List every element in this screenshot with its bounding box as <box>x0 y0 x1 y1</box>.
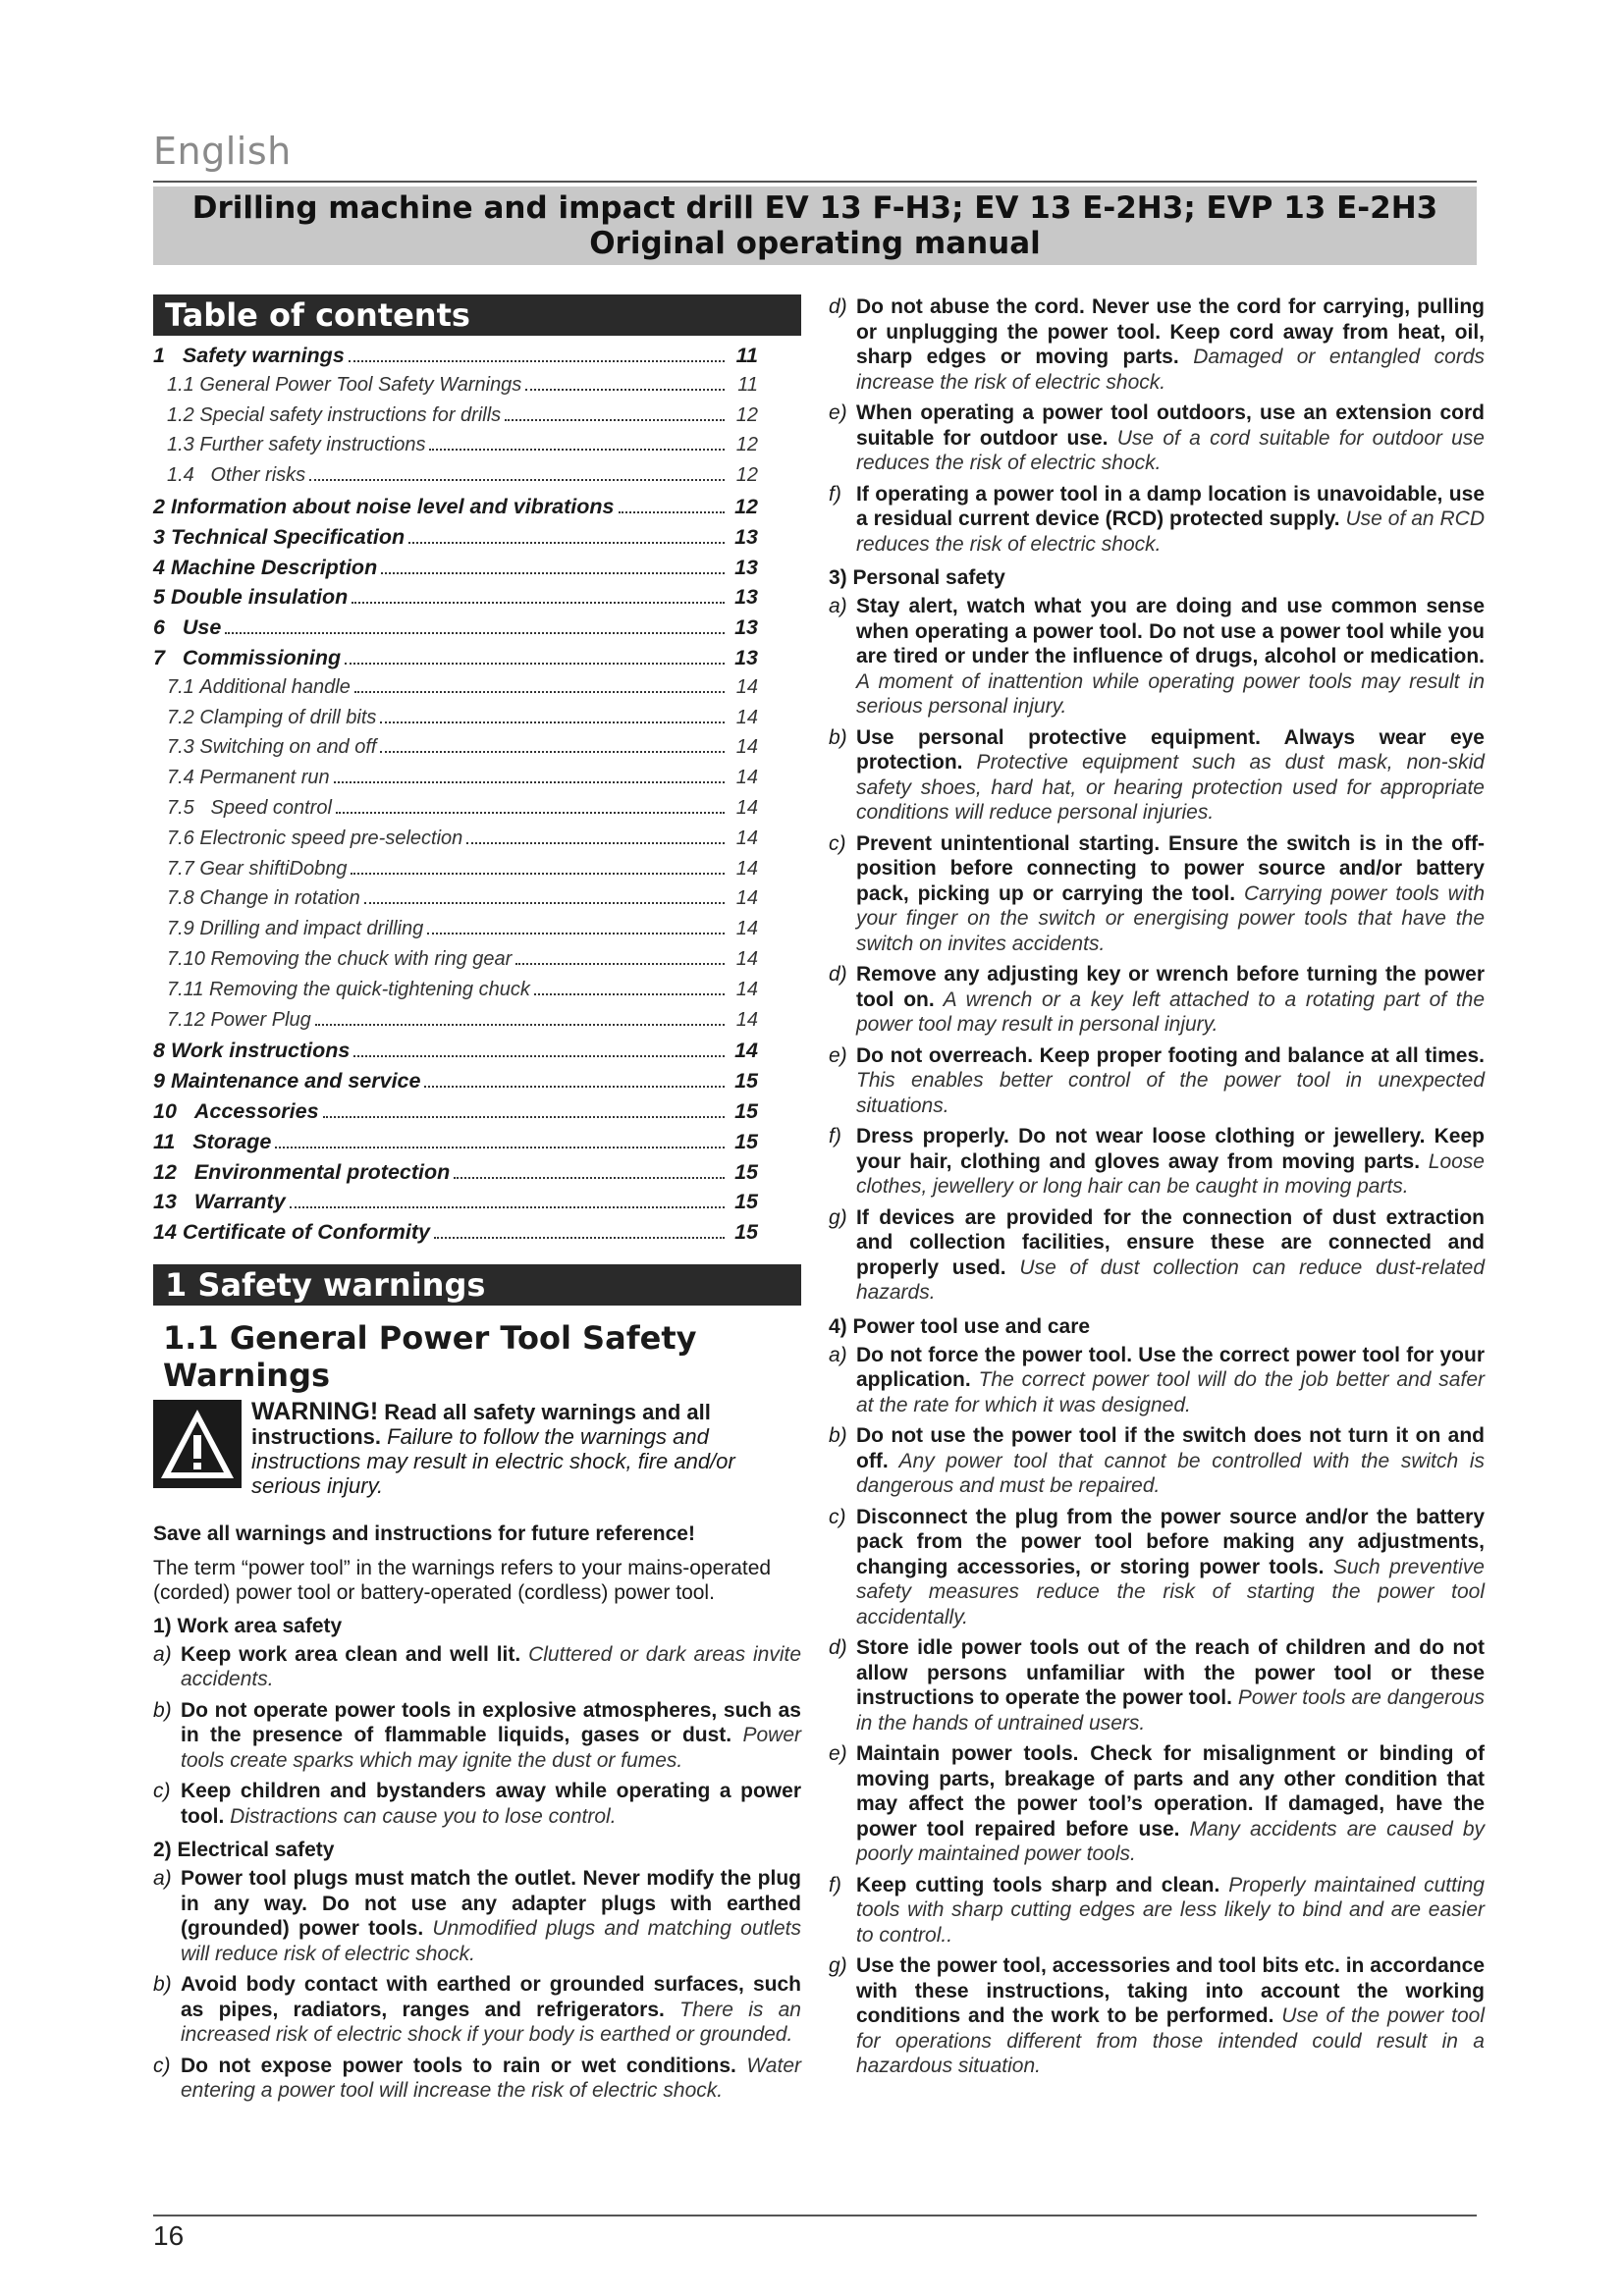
instruction-text <box>181 1866 801 1966</box>
toc-entry-number: 7.9 <box>167 918 200 940</box>
toc-entry-number: 1.1 <box>167 373 200 396</box>
toc-entry-title: Switching on and off <box>199 736 377 759</box>
instruction-item <box>829 594 1485 720</box>
toc-entry-title: Change in rotation <box>199 887 360 910</box>
instruction-explanation: Carrying power tools with your finger on the switch or energising power tools that have the switch on invites accidents. <box>856 881 1486 955</box>
toc-entry <box>153 1190 801 1220</box>
toc-entry-page: 15 <box>734 1069 758 1094</box>
toc-leader-dots <box>380 750 725 753</box>
toc-leader-dots <box>427 932 725 934</box>
toc-leader-dots <box>352 601 725 604</box>
instruction-text <box>856 1343 1485 1418</box>
toc-entry-page: 14 <box>735 947 758 970</box>
toc-entry-title: Removing the chuck with ring gear <box>210 947 513 970</box>
toc-entry-number: 10 <box>153 1098 194 1123</box>
toc-leader-dots <box>454 1176 725 1179</box>
toc-entry-number: 7.11 <box>167 978 209 1000</box>
title-band <box>153 187 1477 265</box>
toc-entry-title: Accessories <box>193 1098 319 1123</box>
toc-leader-dots <box>353 1054 725 1057</box>
instruction-letter: e) <box>829 401 847 424</box>
toc-entry-number: 3 <box>153 524 171 549</box>
toc-entry <box>153 918 801 948</box>
instruction-letter: c) <box>153 2054 171 2077</box>
toc-entry-page: 12 <box>735 403 758 426</box>
instruction-item <box>153 1698 801 1774</box>
toc-entry-page: 13 <box>734 555 758 579</box>
bottom-rule <box>153 2215 1477 2216</box>
top-rule <box>153 181 1477 183</box>
toc-entry <box>153 374 801 404</box>
instruction-explanation: Use of dust collection can reduce dust-related hazards. <box>856 1255 1486 1304</box>
toc-entry-title: Certificate of Conformity <box>182 1220 430 1245</box>
toc-entry-page: 15 <box>734 1098 758 1123</box>
toc-entry-number: 9 <box>153 1069 171 1094</box>
toc-entry <box>153 646 801 676</box>
toc-leader-dots <box>349 359 725 362</box>
instruction-letter: a) <box>829 1343 847 1366</box>
instruction-item <box>829 1423 1485 1499</box>
instruction-letter: d) <box>829 1636 847 1659</box>
toc-entry-title: Maintenance and service <box>170 1069 421 1094</box>
toc-leader-dots <box>336 811 725 814</box>
toc-entry-title: Technical Specification <box>170 524 406 549</box>
toc-leader-dots <box>466 841 725 844</box>
instruction-text <box>856 1505 1485 1630</box>
toc-entry-page: 13 <box>734 645 758 669</box>
toc-entry-number: 7.3 <box>167 736 200 759</box>
instruction-explanation: Cluttered or dark areas invite accidents. <box>181 1642 801 1691</box>
instruction-letter: g) <box>829 1205 847 1229</box>
instruction-text <box>856 831 1485 957</box>
toc-entry <box>153 676 801 707</box>
instruction-item <box>153 1866 801 1966</box>
toc-entry-number: 13 <box>153 1190 194 1214</box>
warning-label: WARNING! <box>251 1397 379 1425</box>
instruction-bold: Dress properly. Do not wear loose clothing or jewellery. Keep your hair, clothing and gloves away from moving parts. <box>856 1125 1485 1173</box>
toc-entry-number: 4 <box>153 555 171 579</box>
instruction-letter: e) <box>829 1742 847 1765</box>
toc-entry-page: 12 <box>734 494 758 518</box>
toc-entry <box>153 556 801 586</box>
toc-leader-dots <box>323 1115 725 1118</box>
instruction-bold: Avoid body contact with earthed or grounded surfaces, such as pipes, radiators, ranges and refrigerators. <box>181 1973 801 2021</box>
instruction-text <box>856 1953 1485 2079</box>
toc-entry-page: 13 <box>734 585 758 610</box>
instruction-explanation: Use of a cord suitable for outdoor use reduces the risk of electric shock. <box>856 426 1485 474</box>
warning-triangle-icon <box>153 1400 242 1488</box>
toc-entry <box>153 1099 801 1130</box>
toc-entry-number: 8 <box>153 1039 171 1063</box>
toc-leader-dots <box>309 478 725 481</box>
instruction-letter: a) <box>153 1642 172 1666</box>
toc-entry-number: 12 <box>153 1159 194 1184</box>
toc-entry-number: 1.2 <box>167 403 200 426</box>
instruction-text <box>856 962 1485 1038</box>
toc-entry <box>153 344 801 374</box>
instruction-letter: c) <box>829 831 846 855</box>
toc-leader-dots <box>290 1205 725 1208</box>
instruction-explanation: Unmodified plugs and matching outlets will reduce risk of electric shock. <box>181 1917 802 1965</box>
toc-entry-number: 7.7 <box>167 857 200 880</box>
toc-heading: Table of contents <box>153 294 801 336</box>
toc-entry <box>153 1220 801 1251</box>
toc-entry <box>153 1009 801 1040</box>
instruction-letter: f) <box>829 1873 841 1896</box>
term-paragraph: The term “power tool” in the warnings refers to your mains-operated (corded) power tool or battery-operated (cordless) power tool. <box>153 1556 772 1604</box>
toc-leader-dots <box>619 510 725 513</box>
instruction-bold: Prevent unintentional starting. Ensure the switch is in the off-position before connecting to power source and/or battery pack, picking up or carrying the tool. <box>856 831 1485 905</box>
toc-entry-number: 1 <box>153 344 183 367</box>
instruction-explanation: A wrench or a key left attached to a rotating part of the power tool may result in personal injury. <box>856 988 1485 1036</box>
toc-entry <box>153 707 801 737</box>
toc-entry <box>153 948 801 979</box>
tool-use-heading: 4) Power tool use and care <box>829 1314 1091 1338</box>
instruction-text <box>856 1423 1485 1499</box>
electrical-list <box>153 1866 801 2104</box>
instruction-letter: a) <box>153 1867 172 1891</box>
instruction-letter: b) <box>829 725 847 749</box>
instruction-explanation: There is an increased risk of electric shock if your body is earthed or grounded. <box>181 1998 801 2047</box>
toc-entry-page: 15 <box>734 1190 758 1214</box>
toc-entry-number: 7.1 <box>167 675 200 698</box>
toc-leader-dots <box>364 901 725 904</box>
instruction-item <box>829 1953 1485 2079</box>
instruction-letter: b) <box>153 1973 172 1997</box>
toc-entry <box>153 434 801 464</box>
toc-entry <box>153 404 801 435</box>
toc-leader-dots <box>408 541 725 544</box>
instruction-item <box>829 962 1485 1038</box>
toc-entry-page: 14 <box>735 675 758 698</box>
instruction-text <box>181 1972 801 2048</box>
toc-entry-number: 7.8 <box>167 887 200 910</box>
toc-entry-title: Machine Description <box>170 555 378 579</box>
personal-safety-list <box>829 594 1485 1306</box>
toc-entry-page: 13 <box>734 615 758 640</box>
toc-leader-dots <box>515 962 725 965</box>
toc-entry-number: 7 <box>153 645 183 669</box>
general-warnings-heading: 1.1 General Power Tool Safety Warnings <box>163 1318 697 1394</box>
toc-entry-page: 15 <box>734 1220 758 1245</box>
toc-entry-title: Environmental protection <box>193 1159 451 1184</box>
instruction-text <box>856 1124 1485 1200</box>
instruction-item <box>829 1205 1485 1306</box>
instruction-item <box>829 1043 1485 1119</box>
instruction-explanation: Power tools are dangerous in the hands of untrained users. <box>856 1686 1486 1735</box>
toc-leader-dots <box>351 872 725 875</box>
instruction-bold: Do not use the power tool if the switch does not turn it on and off. <box>856 1424 1485 1472</box>
toc-entry-title: Warranty <box>193 1190 286 1214</box>
toc-entry <box>153 615 801 646</box>
table-of-contents <box>153 344 801 1251</box>
instruction-text <box>856 594 1485 720</box>
personal-safety-heading: 3) Personal safety <box>829 566 1005 589</box>
toc-entry-number: 7.10 <box>167 947 211 970</box>
toc-entry <box>153 1069 801 1099</box>
instruction-letter: d) <box>829 295 847 318</box>
toc-entry-title: Additional handle <box>199 675 351 698</box>
language-label: English <box>153 130 292 173</box>
left-column <box>153 294 801 2109</box>
toc-entry-page: 14 <box>735 978 758 1000</box>
work-area-list <box>153 1642 801 1830</box>
instruction-item <box>829 1741 1485 1867</box>
toc-entry-title: General Power Tool Safety Warnings <box>199 373 522 396</box>
toc-entry <box>153 797 801 828</box>
instruction-bold: Keep work area clean and well lit. <box>181 1642 521 1666</box>
instruction-letter: b) <box>829 1424 847 1447</box>
instruction-bold: Keep cutting tools sharp and clean. <box>856 1873 1220 1896</box>
instruction-text <box>856 1741 1485 1867</box>
instruction-text <box>856 725 1485 826</box>
instruction-item <box>829 400 1485 476</box>
tool-use-list <box>829 1343 1485 2079</box>
toc-entry-title: Electronic speed pre-selection <box>199 827 463 849</box>
toc-entry-page: 14 <box>735 1008 758 1031</box>
toc-entry-title: Drilling and impact drilling <box>199 918 424 940</box>
instruction-text <box>856 1205 1485 1306</box>
right-column <box>829 294 1485 2085</box>
toc-entry <box>153 858 801 888</box>
instruction-bold: Do not operate power tools in explosive atmospheres, such as in the presence of flammable liquids, gases or dust. <box>181 1698 801 1747</box>
toc-leader-dots <box>534 992 725 995</box>
toc-entry-title: Other risks <box>210 464 306 487</box>
save-all-note: Save all warnings and instructions for future reference! <box>153 1522 695 1545</box>
toc-entry-number: 11 <box>153 1129 193 1153</box>
instruction-letter: g) <box>829 1954 847 1977</box>
instruction-explanation: Many accidents are caused by poorly maintained power tools. <box>856 1817 1486 1865</box>
instruction-text <box>181 1642 801 1692</box>
instruction-text <box>856 1635 1485 1735</box>
instruction-item <box>829 1505 1485 1630</box>
toc-leader-dots <box>505 418 725 421</box>
toc-leader-dots <box>381 571 725 574</box>
toc-entry <box>153 1039 801 1069</box>
toc-entry <box>153 887 801 918</box>
toc-entry-title: Further safety instructions <box>199 434 426 456</box>
instruction-letter: f) <box>829 482 841 506</box>
toc-entry-page: 15 <box>734 1129 758 1153</box>
toc-entry-number: 2 <box>153 494 171 518</box>
toc-leader-dots <box>424 1085 725 1088</box>
instruction-bold: Remove any adjusting key or wrench before turning the power tool on. <box>856 963 1485 1011</box>
toc-entry-title: Information about noise level and vibrations <box>170 494 615 518</box>
instruction-item <box>829 1343 1485 1418</box>
instruction-text <box>856 482 1485 558</box>
toc-entry-page: 12 <box>735 464 758 487</box>
toc-entry-page: 14 <box>735 736 758 759</box>
instruction-explanation: Damaged or entangled cords increase the risk of electric shock. <box>856 346 1485 394</box>
toc-entry-title: Commissioning <box>182 645 342 669</box>
toc-entry-title: Double insulation <box>170 585 349 610</box>
electrical-list-continued <box>829 294 1485 557</box>
instruction-item <box>153 2054 801 2104</box>
instruction-item <box>153 1972 801 2048</box>
instruction-explanation: Use of an RCD reduces the risk of electric shock. <box>856 507 1485 556</box>
warning-consequence: Failure to follow the warnings and instructions may result in electric shock, fire and/or serious injury. <box>251 1423 735 1498</box>
toc-entry <box>153 1130 801 1160</box>
instruction-letter: c) <box>153 1780 171 1803</box>
toc-entry-title: Permanent run <box>199 767 330 789</box>
toc-entry <box>153 1160 801 1191</box>
electrical-heading: 2) Electrical safety <box>153 1839 335 1862</box>
toc-entry-page: 11 <box>737 373 758 396</box>
toc-entry-title: Storage <box>192 1129 272 1153</box>
instruction-bold: Disconnect the plug from the power source and/or the battery pack from the power tool before making any adjustments, changing accessories, or storing power tools. <box>856 1505 1485 1578</box>
instruction-letter: c) <box>829 1505 846 1528</box>
toc-entry-title: Removing the quick-tightening chuck <box>209 978 530 1000</box>
toc-leader-dots <box>345 662 725 665</box>
toc-entry-number: 7.12 <box>167 1008 211 1031</box>
toc-leader-dots <box>225 631 725 634</box>
instruction-letter: a) <box>829 595 847 617</box>
instruction-explanation: Loose clothes, jewellery or long hair can be caught in moving parts. <box>856 1149 1485 1198</box>
toc-leader-dots <box>429 448 725 451</box>
instruction-bold: Do not expose power tools to rain or wet conditions. <box>181 2054 736 2077</box>
instruction-text <box>181 2054 801 2104</box>
toc-entry <box>153 585 801 615</box>
instruction-item <box>829 725 1485 826</box>
toc-entry-title: Safety warnings <box>182 344 345 367</box>
instruction-bold: Maintain power tools. Check for misalignment or binding of moving parts, breakage of parts and any other condition that may affect the power tool’s operation. If damaged, have the power tool repaired before use. <box>856 1742 1485 1841</box>
instruction-letter: b) <box>153 1698 172 1722</box>
toc-entry-number: 7.6 <box>167 827 200 849</box>
instruction-explanation: A moment of inattention while operating power tools may result in serious personal injury. <box>856 669 1485 718</box>
toc-entry-page: 12 <box>735 434 758 456</box>
instruction-text <box>856 400 1485 476</box>
toc-entry-title: Special safety instructions for drills <box>199 403 502 426</box>
toc-leader-dots <box>525 388 725 391</box>
instruction-bold: Do not force the power tool. Use the correct power tool for your application. <box>856 1343 1485 1391</box>
instruction-explanation: Any power tool that cannot be controlled with the switch is dangerous and must be repaired. <box>856 1449 1485 1497</box>
instruction-bold: Use personal protective equipment. Always wear eye protection. <box>856 725 1485 774</box>
toc-entry-page: 15 <box>734 1159 758 1184</box>
toc-entry <box>153 464 801 495</box>
toc-entry-title: Use <box>182 615 222 640</box>
instruction-bold: Use the power tool, accessories and tool bits etc. in accordance with these instructions, taking into account the working conditions and the work to be performed. <box>856 1954 1485 2027</box>
instruction-explanation: Properly maintained cutting tools with sharp cutting edges are less likely to bind and are easier to control.. <box>856 1873 1485 1947</box>
toc-entry-page: 14 <box>735 706 758 728</box>
warning-text <box>251 1397 801 1498</box>
instruction-item <box>829 1124 1485 1200</box>
instruction-bold: Keep children and bystanders away while operating a power tool. <box>181 1780 801 1828</box>
toc-entry <box>153 495 801 525</box>
instruction-explanation: This enables better control of the power tool in unexpected situations. <box>856 1069 1485 1117</box>
toc-entry-number: 5 <box>153 585 171 610</box>
safety-heading: 1 Safety warnings <box>153 1264 801 1306</box>
instruction-item <box>829 1873 1485 1949</box>
toc-entry <box>153 736 801 767</box>
toc-leader-dots <box>315 1023 725 1026</box>
toc-entry-page: 14 <box>735 796 758 819</box>
toc-entry <box>153 828 801 858</box>
toc-entry-page: 11 <box>735 344 758 367</box>
toc-entry-title: Gear shiftiDobng <box>199 857 348 880</box>
instruction-letter: d) <box>829 963 847 986</box>
toc-leader-dots <box>354 690 725 693</box>
instruction-explanation: Distractions can cause you to lose control. <box>224 1804 617 1828</box>
toc-entry-number: 7.5 <box>167 796 211 819</box>
toc-entry-number: 7.2 <box>167 706 200 728</box>
instruction-letter: e) <box>829 1043 847 1067</box>
instruction-item <box>829 482 1485 558</box>
toc-entry <box>153 525 801 556</box>
instruction-item <box>829 1635 1485 1735</box>
toc-entry-number: 6 <box>153 615 183 640</box>
toc-entry-title: Work instructions <box>170 1039 351 1063</box>
warning-instruction: Read all safety warnings and all instructions. <box>251 1399 711 1449</box>
instruction-explanation: Use of the power tool for operations different from those intended could result in a hazardous situation. <box>856 2004 1485 2077</box>
instruction-bold: Power tool plugs must match the outlet. Never modify the plug in any way. Do not use any adapter plugs with earthed (grounded) power tools. <box>181 1867 801 1941</box>
page-number: 16 <box>153 2220 185 2251</box>
toc-entry <box>153 979 801 1009</box>
instruction-item <box>829 831 1485 957</box>
instruction-explanation: The correct power tool will do the job better and safer at the rate for which it was designed. <box>856 1368 1485 1416</box>
instruction-explanation: Water entering a power tool will increase the risk of electric shock. <box>181 2054 801 2103</box>
instruction-item <box>153 1642 801 1692</box>
instruction-text <box>181 1698 801 1774</box>
toc-entry-title: Speed control <box>210 796 332 819</box>
instruction-text <box>856 1873 1485 1949</box>
instruction-item <box>153 1779 801 1829</box>
instruction-bold: Do not overreach. Keep proper footing and balance at all times. <box>856 1043 1485 1067</box>
instruction-text <box>856 294 1485 395</box>
toc-entry-number: 14 <box>153 1220 183 1245</box>
document-subtitle: Original operating manual <box>589 226 1041 261</box>
toc-entry-title: Power Plug <box>210 1008 311 1031</box>
toc-entry-page: 13 <box>734 524 758 549</box>
toc-entry <box>153 767 801 797</box>
instruction-bold: Do not abuse the cord. Never use the cord for carrying, pulling or unplugging the power tool. Keep cord away from heat, oil, sharp edges or moving parts. <box>856 295 1485 368</box>
instruction-text <box>181 1779 801 1829</box>
work-area-heading: 1) Work area safety <box>153 1614 343 1637</box>
toc-entry-title: Clamping of drill bits <box>199 706 377 728</box>
toc-entry-page: 14 <box>735 827 758 849</box>
warning-block <box>153 1397 801 1498</box>
toc-entry-number: 1.3 <box>167 434 200 456</box>
toc-entry-number: 7.4 <box>167 767 200 789</box>
document-title: Drilling machine and impact drill EV 13 F-H3; EV 13 E-2H3; EVP 13 E-2H3 <box>191 190 1438 226</box>
toc-entry-page: 14 <box>735 918 758 940</box>
toc-leader-dots <box>334 780 725 783</box>
instruction-bold: If operating a power tool in a damp location is unavoidable, use a residual current device (RCD) protected supply. <box>856 482 1485 530</box>
instruction-text <box>856 1043 1485 1119</box>
toc-leader-dots <box>275 1146 725 1148</box>
toc-entry-page: 14 <box>734 1039 758 1063</box>
instruction-bold: Stay alert, watch what you are doing and use common sense when operating a power tool. Do not use a power tool while you are tired or under the influence of drugs, alcohol or medication. <box>856 595 1485 667</box>
instruction-explanation: Such preventive safety measures reduce the risk of starting the power tool accidentally. <box>856 1555 1485 1629</box>
toc-entry-number: 1.4 <box>167 464 211 487</box>
instruction-bold: When operating a power tool outdoors, use an extension cord suitable for outdoor use. <box>856 401 1485 450</box>
toc-entry-page: 14 <box>735 857 758 880</box>
instruction-explanation: Protective equipment such as dust mask, non-skid safety shoes, hard hat, or hearing protection used for appropriate conditions will reduce personal injuries. <box>856 751 1485 824</box>
instruction-letter: f) <box>829 1125 841 1148</box>
toc-leader-dots <box>380 721 725 723</box>
toc-leader-dots <box>434 1236 725 1239</box>
toc-entry-page: 14 <box>735 887 758 910</box>
instruction-bold: Store idle power tools out of the reach of children and do not allow persons unfamiliar with the power tool or these instructions to operate the power tool. <box>856 1636 1485 1709</box>
instruction-bold: If devices are provided for the connection of dust extraction and collection facilities, ensure these are connected and properly used. <box>856 1205 1485 1279</box>
instruction-explanation: Power tools create sparks which may ignite the dust or fumes. <box>181 1724 802 1772</box>
toc-entry-page: 14 <box>735 767 758 789</box>
instruction-item <box>829 294 1485 395</box>
